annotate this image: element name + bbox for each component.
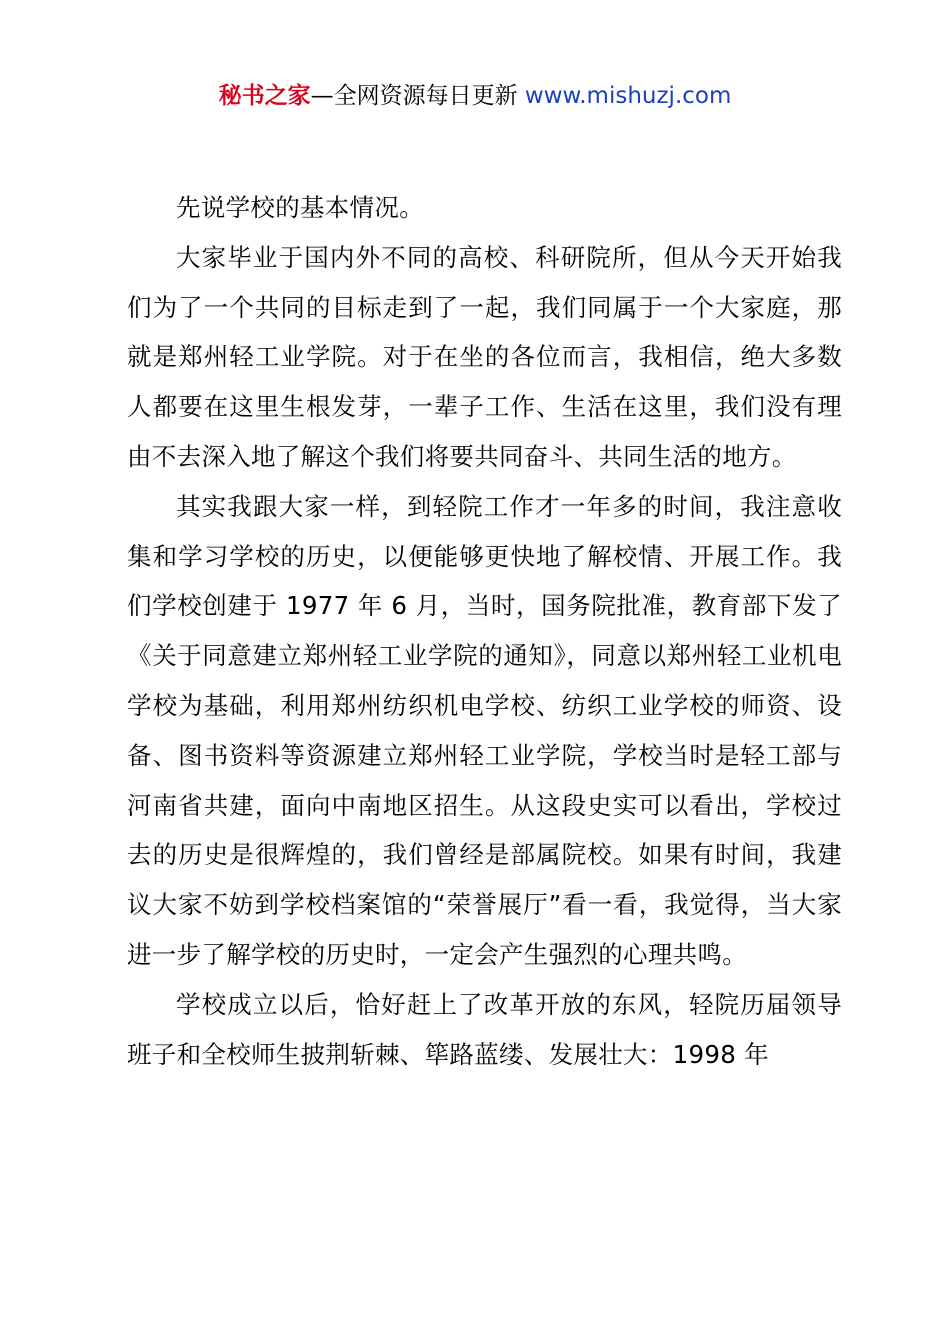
paragraph-family: 大家毕业于国内外不同的高校、科研院所，但从今天开始我们为了一个共同的目标走到了一起，我们同属于一个大家庭，那就是郑州轻工业学院。对于在坐的各位而言，我相信，绝大多数人都要在这里生根发芽，一辈子工作、生活在这里，我们没有理由不去深入地了解这个我们将要共同奋斗、共同生活的地方。 [127, 242, 842, 471]
paragraph-history: 其实我跟大家一样，到轻院工作才一年多的时间，我注意收集和学习学校的历史，以便能够更快地了解校情、开展工作。我们学校创建于 1977 年 6 月，当时，国务院批准，教育部下发了《关于同意建立郑州轻工业学院的通知》，同意以郑州轻工业机电学校为基础，利用郑州纺织机电学校、纺织工业学校的师资、设备、图书资料等资源建立郑州轻工业学院，学校当时是轻工部与河南省共建，面向中南地区招生。从这段史实可以看出，学校过去的历史是很辉煌的，我们曾经是部属院校。如果有时间，我建议大家不妨到学校档案馆的“荣誉展厅”看一看，我觉得，当大家进一步了解学校的历史时，一定会产生强烈的心理共鸣。 [127, 491, 842, 969]
paragraph-development: 学校成立以后，恰好赶上了改革开放的东风，轻院历届领导班子和全校师生披荆斩棘、筚路蓝缕、发展壮大：1998 年 [127, 989, 842, 1069]
site-url-link[interactable]: www.mishuzj.com [524, 83, 732, 109]
header-tagline: —全网资源每日更新 [310, 83, 525, 109]
document-body [127, 183, 842, 1079]
paragraph-intro: 先说学校的基本情况。 [176, 193, 424, 222]
site-header [0, 80, 950, 112]
brand-name: 秘书之家 [218, 83, 311, 109]
